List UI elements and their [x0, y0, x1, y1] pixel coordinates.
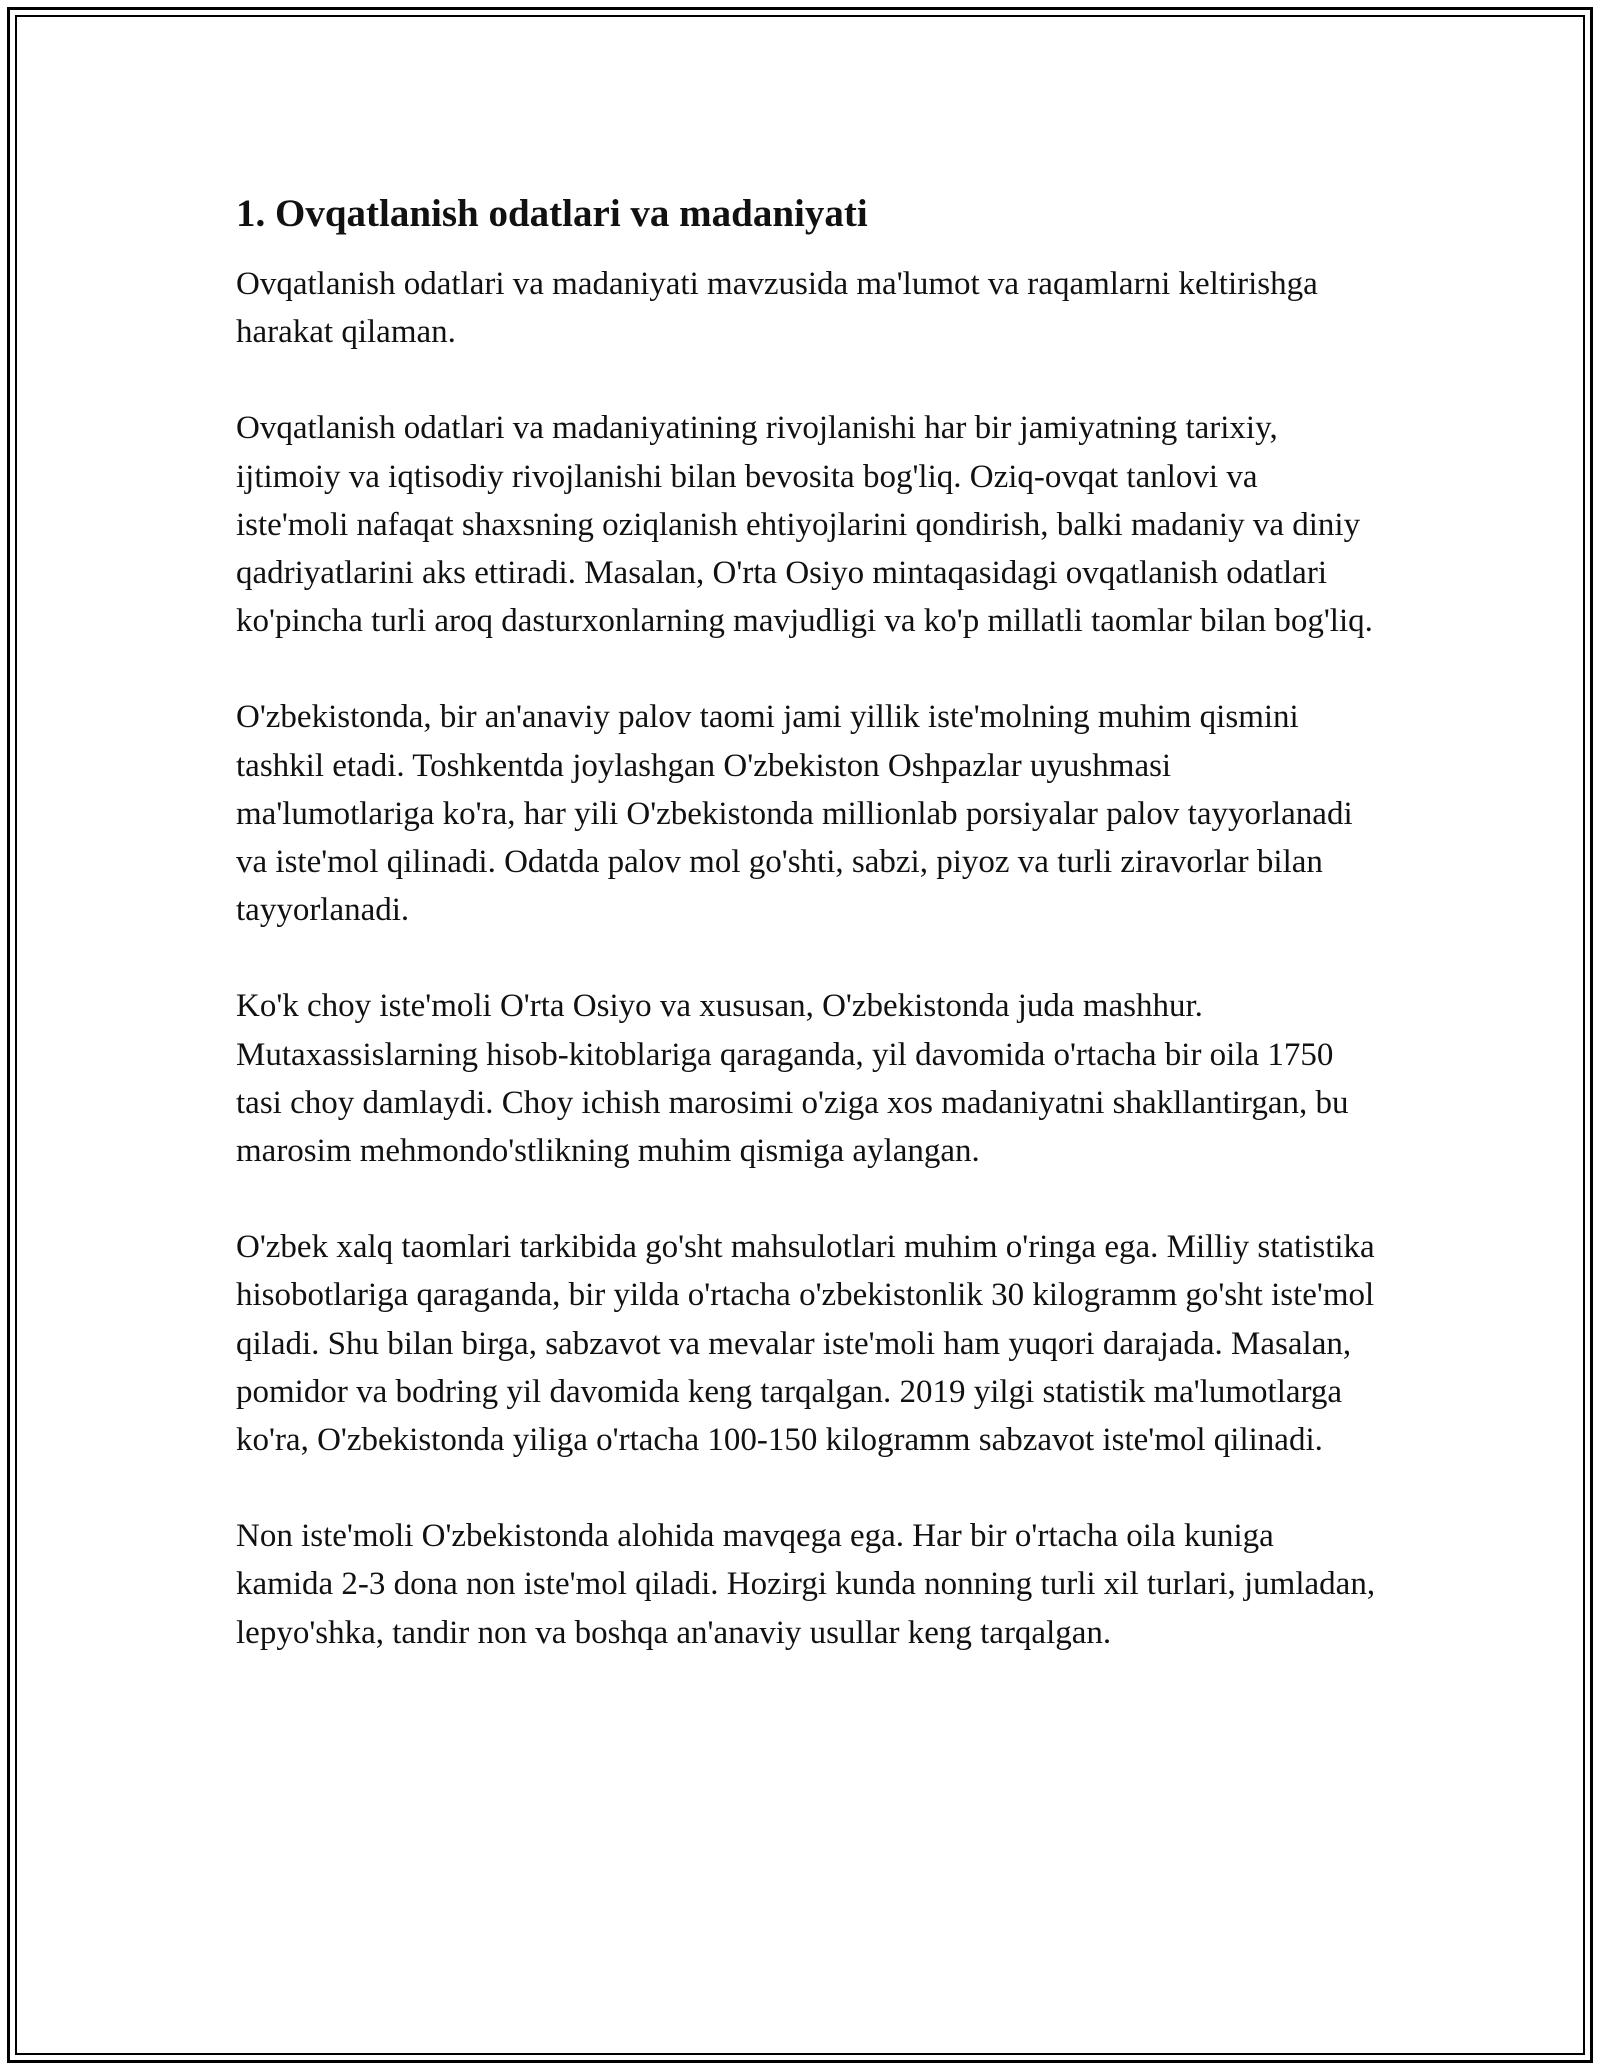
section-heading: 1. Ovqatlanish odatlari va madaniyati — [236, 192, 868, 235]
paragraph-intro: Ovqatlanish odatlari va madaniyati mavzusida ma'lumot va raqamlarni keltirishga harakat qilaman. — [236, 266, 1318, 351]
paragraph-bread: Non iste'moli O'zbekistonda alohida mavqega ega. Har bir o'rtacha oila kuniga kamida 2-3 dona non iste'mol qiladi. Hozirgi kunda nonning turli xil turlari, jumladan, lepyo'shka, tandir non va boshqa an'anaviy usullar keng tarqalgan. — [236, 1518, 1376, 1651]
document-body — [236, 186, 1376, 1705]
paragraph-culture: Ovqatlanish odatlari va madaniyatining rivojlanishi har bir jamiyatning tarixiy, ijtimoiy va iqtisodiy rivojlanishi bilan bevosita bog'liq. Oziq-ovqat tanlovi va iste'moli nafaqat shaxsning oziqlanish ehtiyojlarini qondirish, balki madaniy va diniy qadriyatlarini aks ettiradi. Masalan, O'rta Osiyo mintaqasidagi ovqatlanish odatlari ko'pincha turli aroq dasturxonlarning mavjudligi va ko'p millatli taomlar bilan bog'liq. — [236, 410, 1373, 640]
paragraph-tea: Ko'k choy iste'moli O'rta Osiyo va xususan, O'zbekistonda juda mashhur. Mutaxassislarning hisob-kitoblariga qaraganda, yil davomida o'rtacha bir oila 1750 tasi choy damlaydi. Choy ichish marosimi o'ziga xos madaniyatni shakllantirgan, bu marosim mehmondo'stlikning muhim qismiga aylangan. — [236, 988, 1349, 1170]
paragraph-palov: O'zbekistonda, bir an'anaviy palov taomi jami yillik iste'molning muhim qismini tashkil etadi. Toshkentda joylashgan O'zbekiston Oshpazlar uyushmasi ma'lumotlariga ko'ra, har yili O'zbekistonda millionlab porsiyalar palov tayyorlanadi va iste'mol qilinadi. Odatda palov mol go'shti, sabzi, piyoz va turli ziravorlar bilan tayyorlanadi. — [236, 699, 1353, 929]
paragraph-meat-vegetables: O'zbek xalq taomlari tarkibida go'sht mahsulotlari muhim o'ringa ega. Milliy statistika hisobotlariga qaraganda, bir yilda o'rtacha o'zbekistonlik 30 kilogramm go'sht iste'mol qiladi. Shu bilan birga, sabzavot va mevalar iste'moli ham yuqori darajada. Masalan, pomidor va bodring yil davomida keng tarqalgan. 2019 yilgi statistik ma'lumotlarga ko'ra, O'zbekistonda yiliga o'rtacha 100-150 kilogramm sabzavot iste'mol qilinadi. — [236, 1229, 1375, 1459]
